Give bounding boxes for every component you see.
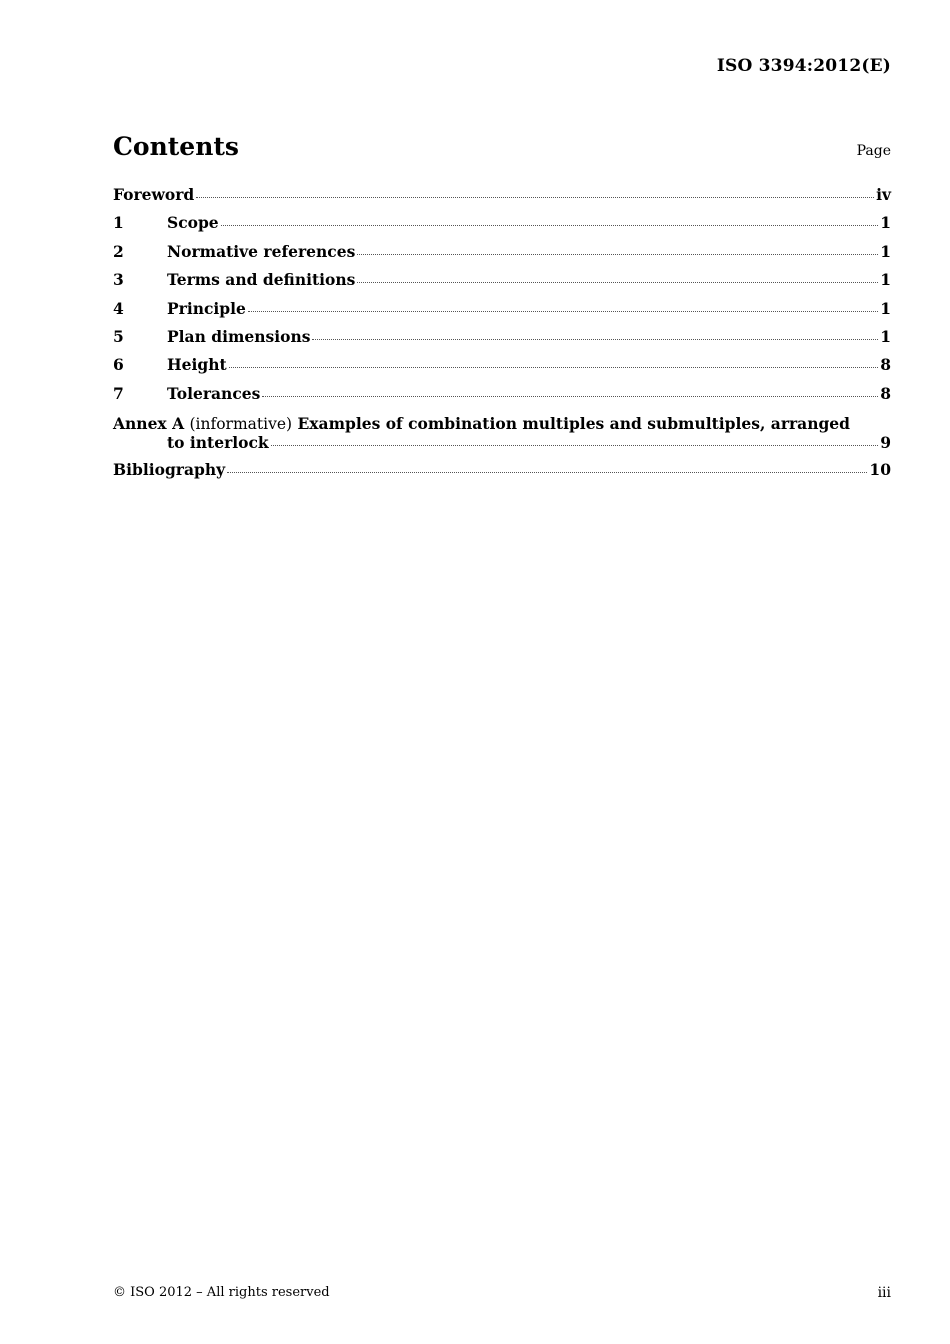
annex-title-line xyxy=(113,414,891,433)
toc-entry-page: 8 xyxy=(880,383,891,403)
toc-entry-label: Principle xyxy=(167,298,246,318)
table-of-contents xyxy=(113,185,891,489)
toc-entry-number: 5 xyxy=(113,326,124,346)
toc-entry-annex-a[interactable] xyxy=(113,412,891,452)
toc-entry-number: 1 xyxy=(113,213,124,233)
dot-leader xyxy=(312,339,878,340)
toc-entry-label: Scope xyxy=(167,213,219,233)
toc-entry-page: 9 xyxy=(880,433,891,453)
toc-entry-number: 3 xyxy=(113,270,124,290)
annex-prefix: Annex A xyxy=(113,414,185,434)
toc-entry-page: 1 xyxy=(880,213,891,233)
toc-entry-page: 1 xyxy=(880,241,891,261)
annex-informative-note: (informative) xyxy=(189,415,293,434)
toc-entry-page: 8 xyxy=(880,355,891,375)
toc-entry-label: Bibliography xyxy=(113,460,226,480)
dot-leader xyxy=(357,282,878,283)
toc-entry-label: Plan dimensions xyxy=(167,326,311,346)
toc-entry-number: 6 xyxy=(113,355,124,375)
annex-title-line1: Examples of combination multiples and submultiples, arranged xyxy=(297,414,850,434)
document-id: ISO 3394:2012(E) xyxy=(716,56,891,76)
toc-entry-terms-and-definitions[interactable] xyxy=(113,270,891,298)
toc-entry-page: 1 xyxy=(880,326,891,346)
toc-entry-bibliography[interactable] xyxy=(113,460,891,488)
toc-entry-scope[interactable] xyxy=(113,213,891,241)
toc-entry-page: iv xyxy=(876,185,891,204)
toc-entry-page: 10 xyxy=(869,460,891,480)
toc-entry-label: Normative references xyxy=(167,241,356,261)
annex-title-continuation xyxy=(113,433,891,452)
dot-leader xyxy=(248,311,878,312)
toc-entry-number: 4 xyxy=(113,298,124,318)
dot-leader xyxy=(221,225,879,226)
annex-title-line2: to interlock xyxy=(167,433,269,453)
toc-entry-label: Foreword xyxy=(113,185,195,204)
toc-entry-normative-references[interactable] xyxy=(113,242,891,270)
toc-entry-foreword[interactable] xyxy=(113,185,891,213)
dot-leader xyxy=(196,197,874,198)
toc-entry-label: Height xyxy=(167,355,227,375)
dot-leader xyxy=(227,472,867,473)
contents-title: Contents xyxy=(113,132,240,161)
page-number: iii xyxy=(877,1285,891,1301)
toc-entry-number: 7 xyxy=(113,383,124,403)
toc-entry-principle[interactable] xyxy=(113,299,891,327)
dot-leader xyxy=(229,367,879,368)
copyright-notice: © ISO 2012 – All rights reserved xyxy=(113,1285,330,1300)
toc-entry-label: Tolerances xyxy=(167,383,261,403)
toc-entry-page: 1 xyxy=(880,270,891,290)
toc-entry-tolerances[interactable] xyxy=(113,384,891,412)
toc-entry-height[interactable] xyxy=(113,355,891,383)
dot-leader xyxy=(357,254,878,255)
toc-entry-label: Terms and definitions xyxy=(167,270,356,290)
contents-header xyxy=(113,132,891,161)
dot-leader xyxy=(262,396,878,397)
toc-entry-plan-dimensions[interactable] xyxy=(113,327,891,355)
page-column-label: Page xyxy=(856,143,891,159)
dot-leader xyxy=(271,445,879,446)
toc-entry-page: 1 xyxy=(880,298,891,318)
toc-entry-number: 2 xyxy=(113,241,124,261)
